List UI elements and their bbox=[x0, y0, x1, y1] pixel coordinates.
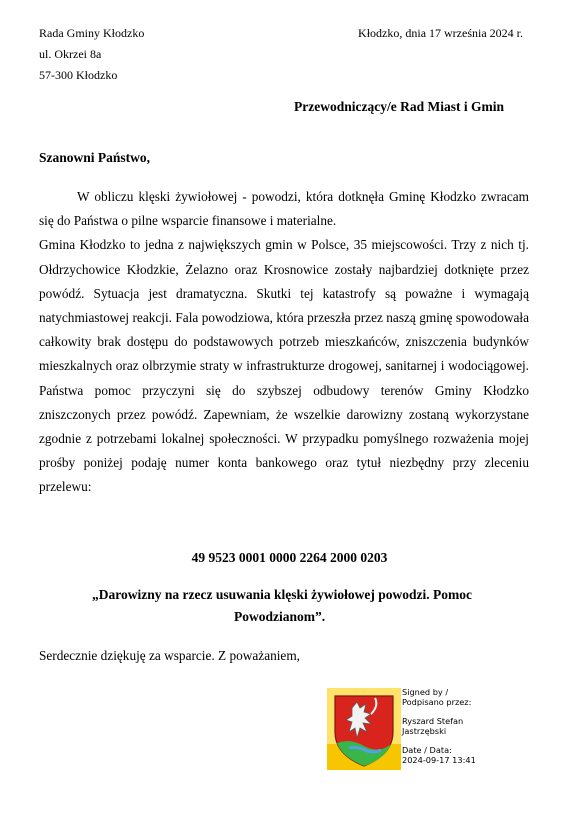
digital-signature bbox=[402, 688, 476, 766]
sender-name: Rada Gminy Kłodzko bbox=[39, 26, 145, 40]
coat-of-arms-icon bbox=[327, 688, 401, 770]
signed-by-label-1: Signed by / bbox=[402, 687, 449, 697]
signer-name-2: Jastrzębski bbox=[402, 725, 447, 736]
paragraph-2: Gmina Kłodzko to jedna z największych gmin w Polsce, 35 miejscowości. Trzy z nich tj. Ołdrzychowice Kłodzkie, Żelazno oraz Krosnowice zostały najbardziej dotknięte przez powódź. Sytuacja jest dramatyczna. Skutki tej katastrofy są poważne i wymagają natychmiastowej reakcji. Fala powodziowa, która przeszła przez naszą gminę spowodowała całkowity brak dostępu do podstawowych potrzeb mieszkańców, zniszczenia budynków mieszkalnych oraz olbrzymie straty w infrastrukturze drogowej, sanitarnej i wodociągowej. Państwa pomoc przyczyni się do szybszej odbudowy terenów Gminy Kłodzko zniszczonych przez powódź. Zapewniam, że wszelkie darowizny zostaną wykorzystane zgodnie z potrzebami lokalnej społeczności. W przypadku pomyślnego rozważenia mojej prośby poniżej podaję numer konta bankowego oraz tytuł niezbędny przy zleceniu przelewu: bbox=[39, 237, 529, 495]
sender-city: 57-300 Kłodzko bbox=[39, 68, 118, 82]
recipient: Przewodniczący/e Rad Miast i Gmin bbox=[294, 99, 504, 114]
sender-street: ul. Okrzei 8a bbox=[39, 47, 102, 61]
letter-body bbox=[39, 185, 529, 500]
transfer-title-line1: „Darowizny na rzecz usuwania klęski żywiołowej powodzi. Pomoc bbox=[92, 587, 472, 602]
signature-date-label: Date / Data: bbox=[402, 745, 452, 756]
closing: Serdecznie dziękuję za wsparcie. Z poważaniem, bbox=[39, 648, 301, 663]
account-number: 49 9523 0001 0000 2264 2000 0203 bbox=[191, 550, 388, 565]
coat-of-arms-seal bbox=[327, 688, 401, 770]
paragraph-1: W obliczu klęski żywiołowej - powodzi, która dotknęła Gminę Kłodzko zwracam się do Państwa o pilne wsparcie finansowe i materialne. bbox=[39, 189, 529, 229]
signer-name-1: Ryszard Stefan bbox=[402, 716, 464, 727]
transfer-title bbox=[92, 584, 512, 628]
transfer-title-line2: Powodzianom”. bbox=[234, 609, 326, 624]
signed-by-label-2: Podpisano przez: bbox=[402, 696, 472, 707]
signature-date-value: 2024-09-17 13:41 bbox=[402, 754, 476, 765]
date-line: Kłodzko, dnia 17 września 2024 r. bbox=[358, 26, 523, 40]
greeting: Szanowni Państwo, bbox=[39, 150, 151, 165]
